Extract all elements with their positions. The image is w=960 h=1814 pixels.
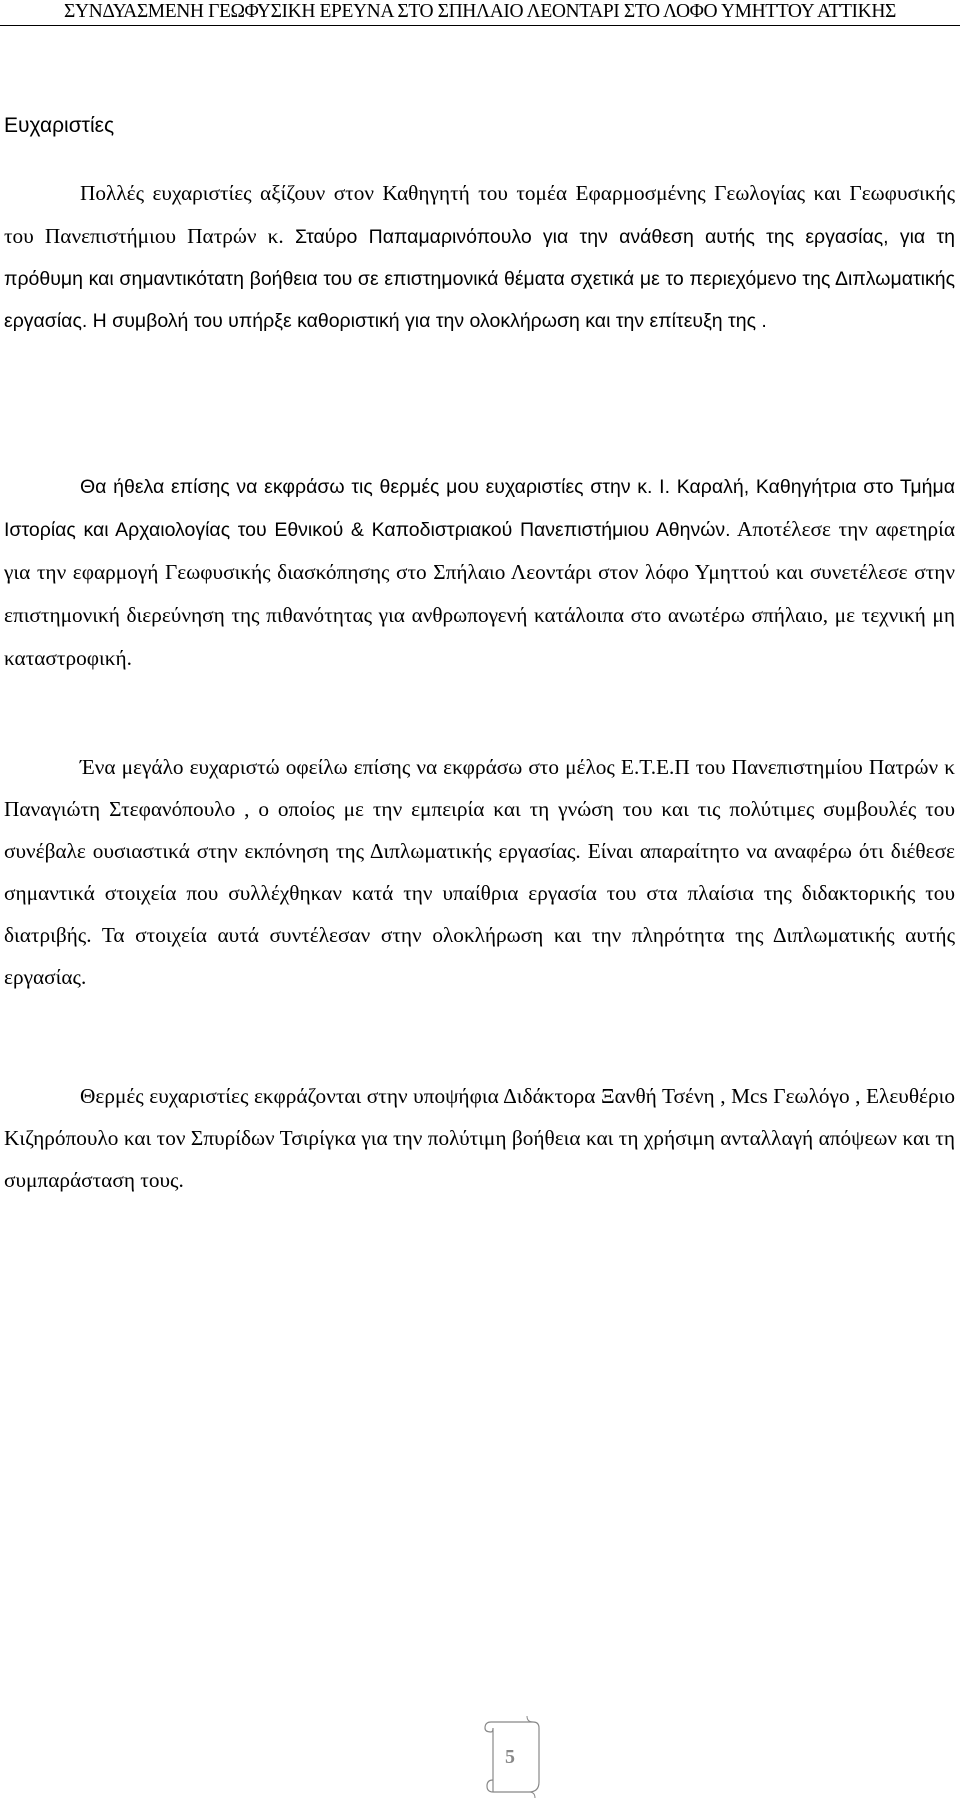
running-header: ΣΥΝΔΥΑΣΜΕΝΗ ΓΕΩΦΥΣΙΚΗ ΕΡΕΥΝΑ ΣΤΟ ΣΠΗΛΑΙΟ ΛΕΟΝΤΑΡΙ ΣΤΟ ΛΟΦΟ ΥΜΗΤΤΟΥ ΑΤΤΙΚΗΣ <box>64 1 896 22</box>
paragraph-1 <box>4 172 955 342</box>
paragraph-4: Θερμές ευχαριστίες εκφράζονται στην υποψήφια Διδάκτορα Ξανθή Τσένη , Mcs Γεωλόγο , Ελευθέριο Κιζηρόπουλο και τον Σπυρίδων Τσιρίγκα για την πολύτιμη βοήθεια και τη χρήσιμη ανταλλαγή απόψεων και τη συμπαράσταση τους. <box>4 1084 955 1192</box>
paragraph-2 <box>4 466 955 680</box>
paragraph-1-part-1: Πολλές ευχαριστίες αξίζουν στον Καθηγητή του τομέα Εφαρμοσμένης Γεωλογίας και Γεωφυσικής του Πανεπιστήμιου Πατρών κ. <box>4 181 955 248</box>
header-rule <box>0 25 960 26</box>
paragraph-3: Ένα μεγάλο ευχαριστώ οφείλω επίσης να εκφράσω στο μέλος Ε.Τ.Ε.Π του Πανεπιστημίου Πατρών κ Παναγιώτη Στεφανόπουλο , ο οποίος με την εμπειρία και τη γνώση του και τις πολύτιμες συμβουλές του συνέβαλε ουσιαστικά στην εκπόνηση της Διπλωματικής εργασίας. Είναι απαραίτητο να αναφέρω ότι διέθεσε σημαντικά στοιχεία που συλλέχθηκαν κατά την υπαίθρια εργασία του στα πλαίσια της διδακτορικής του διατριβής. Τα στοιχεία αυτά συντέλεσαν στην ολοκλήρωση και την πληρότητα της Διπλωματικής αυτής εργασίας. <box>4 755 955 989</box>
paragraph-1-part-2: Σταύρο Παπαμαρινόπουλο για την ανάθεση αυτής της εργασίας, για τη πρόθυμη και σημαντικότατη βοήθεια του σε επιστημονικά θέματα σχετικά με το περιεχόμενο της Διπλωματικής εργασίας. Η συμβολή του υπήρξε καθοριστική για την ολοκλήρωση και την επίτευξη της . <box>4 226 955 332</box>
page-number: 5 <box>505 1746 515 1768</box>
section-heading: Ευχαριστίες <box>4 114 115 137</box>
paragraph-2-part-2: Αποτέλεσε την αφετηρία για την εφαρμογή Γεωφυσικής διασκόπησης στο Σπήλαιο Λεοντάρι στον λόφο Υμηττού και συνετέλεσε στην επιστημονική διερεύνηση της πιθανότητας για ανθρωπογενή κατάλοιπα στο ανωτέρω σπήλαιο, με τεχνική μη καταστροφική. <box>4 517 955 670</box>
paragraph-2-part-1: Θα ήθελα επίσης να εκφράσω τις θερμές μου ευχαριστίες στην κ. Ι. Καραλή, Καθηγήτρια στο Τμήμα Ιστορίας και Αρχαιολογίας του Εθνικού & Καποδιστριακού Πανεπιστήμιου Αθηνών. <box>4 476 955 541</box>
